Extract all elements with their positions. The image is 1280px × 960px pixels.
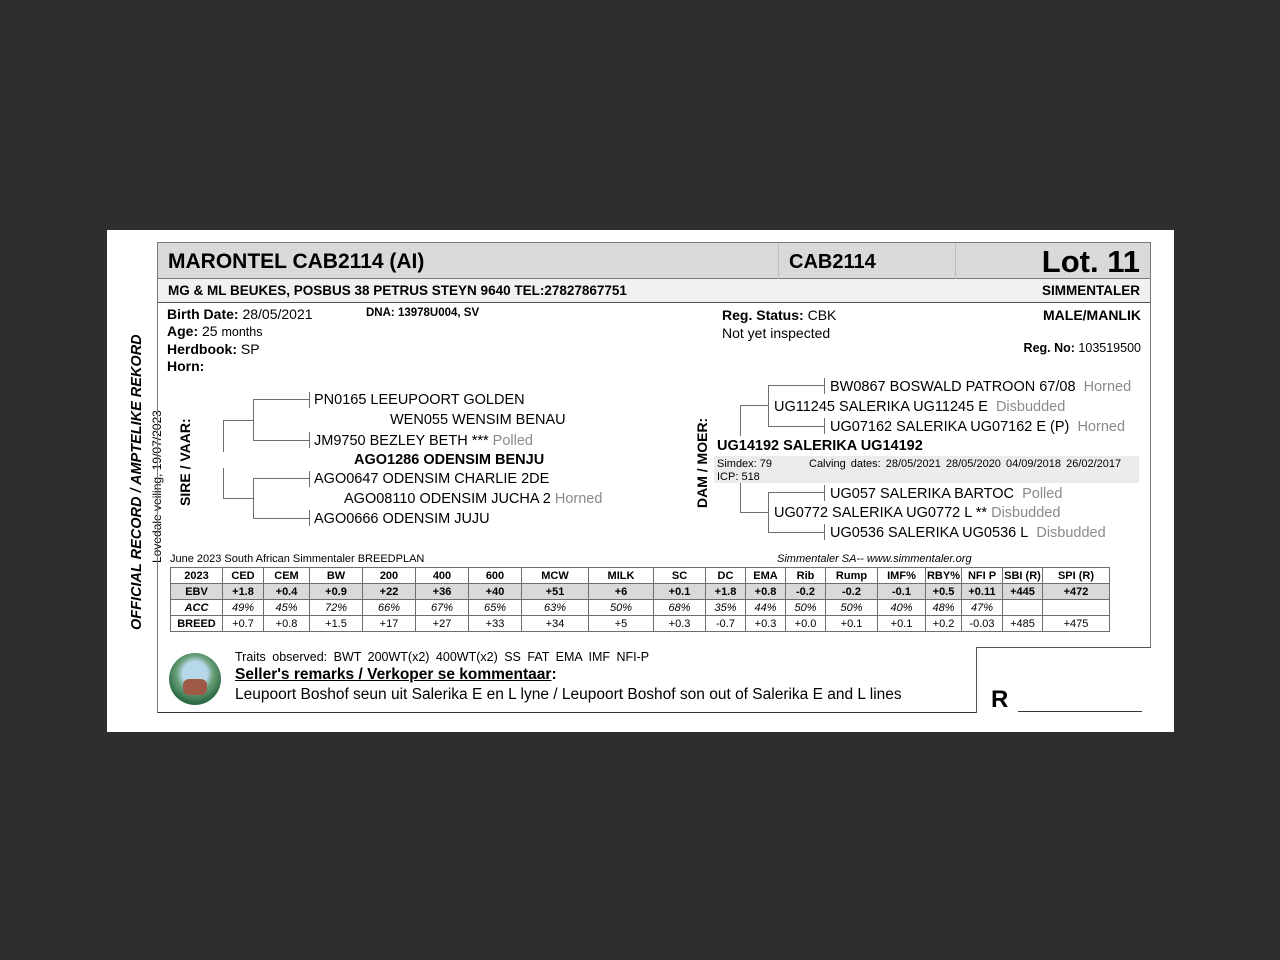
divider	[778, 243, 779, 279]
reg-number	[1024, 341, 1141, 355]
pedigree-line	[253, 440, 309, 441]
icp-value: ICP: 518	[717, 471, 760, 483]
sire-sire-dam: JM9750 BEZLEY BETH ***	[314, 433, 489, 449]
currency-label: R	[991, 686, 1009, 713]
table-cell: 50%	[589, 600, 654, 616]
birth-date-value: 28/05/2021	[242, 306, 313, 322]
header-cell: CEM	[264, 568, 310, 584]
herdbook-value: SP	[240, 341, 260, 357]
table-cell: +0.2	[926, 616, 962, 632]
horn-label: Horn:	[167, 358, 205, 374]
pedigree-line	[253, 399, 254, 441]
horn-row	[167, 358, 313, 375]
owner-details: MG & ML BEUKES, POSBUS 38 PETRUS STEYN 9640 TEL:27827867751	[168, 283, 627, 298]
sire-dam-row	[344, 491, 602, 507]
age-row	[167, 323, 313, 341]
horn-status: Disbudded	[995, 399, 1066, 415]
pedigree-line	[740, 405, 768, 406]
header-cell: MILK	[589, 568, 654, 584]
dam-dam-sire: UG057 SALERIKA BARTOC	[830, 486, 1015, 502]
table-cell: +33	[469, 616, 522, 632]
table-cell: +40	[469, 584, 522, 600]
remarks-section	[157, 647, 977, 713]
horn-status: Polled	[492, 433, 533, 449]
herdbook-label: Herdbook:	[167, 341, 237, 357]
table-cell: +27	[416, 616, 469, 632]
age-value: 25	[202, 323, 218, 339]
table-cell: ACC	[171, 600, 223, 616]
auction-venue-date: Lovedale veiling, 19/07/2023	[150, 410, 164, 563]
remarks-colon: :	[551, 666, 557, 683]
horn-status: Disbudded	[991, 505, 1061, 521]
table-cell: +6	[589, 584, 654, 600]
sire-dam-sire: AGO0647 ODENSIM CHARLIE 2DE	[314, 471, 550, 487]
society-logo-icon	[169, 653, 221, 705]
table-cell: +0.1	[654, 584, 706, 600]
traits-observed: Traits observed: BWT 200WT(x2) 400WT(x2) SS FAT EMA IMF NFI-P	[235, 650, 650, 664]
birth-date-label: Birth Date:	[167, 306, 239, 322]
pedigree-line	[309, 432, 310, 448]
pedigree-line	[768, 492, 824, 493]
table-cell: BREED	[171, 616, 223, 632]
dam-sire-dam-row	[830, 419, 1125, 435]
header-cell: SC	[654, 568, 706, 584]
table-cell: +445	[1003, 584, 1043, 600]
pedigree-line	[824, 378, 825, 394]
lot-frame	[157, 242, 1151, 712]
pedigree-line	[223, 468, 224, 499]
table-cell: 40%	[878, 600, 926, 616]
table-cell: +36	[416, 584, 469, 600]
table-cell: +475	[1043, 616, 1110, 632]
table-cell: +0.3	[654, 616, 706, 632]
registration-status	[722, 306, 836, 342]
dam-sire-row	[774, 399, 1065, 415]
pedigree-line	[253, 478, 254, 519]
table-cell	[1003, 600, 1043, 616]
horn-status: Horned	[1083, 379, 1132, 395]
table-cell: 47%	[962, 600, 1003, 616]
lot-number: Lot. 11	[1041, 244, 1140, 279]
pedigree-line	[740, 483, 741, 513]
pedigree-line	[309, 471, 310, 487]
table-cell: 35%	[706, 600, 746, 616]
dam-dam-dam: UG0536 SALERIKA UG0536 L	[830, 525, 1029, 541]
table-cell: +22	[363, 584, 416, 600]
table-cell: 66%	[363, 600, 416, 616]
dam-sire-sire-row	[830, 379, 1131, 395]
table-row-ebv	[171, 584, 1110, 600]
pedigree-line	[740, 512, 768, 513]
price-field[interactable]	[1018, 711, 1142, 712]
header-cell: 2023	[171, 568, 223, 584]
header-cell: 200	[363, 568, 416, 584]
sire-dam: AGO08110 ODENSIM JUCHA 2	[344, 491, 551, 507]
table-cell: +0.5	[926, 584, 962, 600]
table-cell: +485	[1003, 616, 1043, 632]
table-cell: +1.5	[310, 616, 363, 632]
horn-status: Horned	[554, 491, 603, 507]
table-cell: +0.1	[878, 616, 926, 632]
table-cell: 50%	[786, 600, 826, 616]
table-cell: +0.9	[310, 584, 363, 600]
header-cell: EMA	[746, 568, 786, 584]
table-cell: +17	[363, 616, 416, 632]
table-cell: -0.2	[826, 584, 878, 600]
horn-status: Polled	[1022, 486, 1063, 502]
header-cell: DC	[706, 568, 746, 584]
pedigree-line	[309, 510, 310, 526]
table-cell: 72%	[310, 600, 363, 616]
sire-dam-dam: AGO0666 ODENSIM JUJU	[314, 511, 490, 527]
dam-dam-dam-row	[830, 525, 1106, 541]
age-unit: months	[221, 325, 263, 339]
dam-indexes	[717, 458, 772, 484]
table-cell: -0.2	[786, 584, 826, 600]
pedigree-line	[253, 399, 309, 400]
pedigree-line	[824, 524, 825, 540]
herdbook-row	[167, 341, 313, 358]
pedigree-line	[824, 418, 825, 434]
sire-sire: WEN055 WENSIM BENAU	[390, 412, 566, 428]
header-cell: CED	[223, 568, 264, 584]
table-row-breed	[171, 616, 1110, 632]
pedigree-line	[253, 518, 309, 519]
breedplan-table	[170, 567, 1110, 632]
breed-label: SIMMENTALER	[1042, 283, 1140, 298]
pedigree-line	[768, 385, 769, 427]
lot-card	[107, 230, 1174, 732]
reg-no-label: Reg. No:	[1023, 341, 1075, 355]
table-cell: 45%	[264, 600, 310, 616]
owner-bar	[157, 279, 1151, 303]
table-cell: +34	[522, 616, 589, 632]
table-cell: +1.8	[706, 584, 746, 600]
table-header-row	[171, 568, 1110, 584]
sire-name: AGO1286 ODENSIM BENJU	[354, 452, 545, 468]
table-cell: +1.8	[223, 584, 264, 600]
pedigree-line	[768, 426, 824, 427]
calving-dates: Calving dates: 28/05/2021 28/05/2020 04/09/2018 26/02/2017	[809, 458, 1122, 470]
sire-sire-dam-row	[314, 433, 533, 449]
table-cell: +0.8	[264, 616, 310, 632]
pedigree-line	[768, 492, 769, 533]
pedigree-line	[740, 405, 741, 436]
table-cell: +0.0	[786, 616, 826, 632]
table-cell: +0.8	[746, 584, 786, 600]
horn-status: Horned	[1077, 419, 1126, 435]
pedigree-line	[768, 532, 824, 533]
breedplan-site: Simmentaler SA-- www.simmentaler.org	[777, 553, 972, 565]
remarks-heading: Seller's remarks / Verkoper se kommentaar	[235, 666, 552, 683]
header-cell: Rib	[786, 568, 826, 584]
header-cell: SPI (R)	[1043, 568, 1110, 584]
dam-performance-band	[714, 456, 1139, 483]
sire-label: SIRE / VAAR:	[177, 418, 193, 506]
age-label: Age:	[167, 323, 199, 339]
table-cell: +5	[589, 616, 654, 632]
reg-status-value: CBK	[807, 307, 837, 323]
table-row-acc	[171, 600, 1110, 616]
pedigree-line	[253, 478, 309, 479]
table-cell: +472	[1043, 584, 1110, 600]
table-cell: EBV	[171, 584, 223, 600]
pedigree-line	[223, 420, 253, 421]
table-cell: -0.03	[962, 616, 1003, 632]
horn-status: Disbudded	[1036, 525, 1106, 541]
side-caption	[117, 320, 164, 640]
pedigree-line	[309, 392, 310, 408]
seller-remarks: Leupoort Boshof seun uit Salerika E en L lyne / Leupoort Boshof son out of Salerika E and L lines	[235, 686, 902, 703]
header-cell: Rump	[826, 568, 878, 584]
table-cell: 63%	[522, 600, 589, 616]
dam-label: DAM / MOER:	[694, 417, 710, 508]
breedplan-caption: June 2023 South African Simmentaler BREEDPLAN	[170, 553, 425, 565]
table-cell: 49%	[223, 600, 264, 616]
table-cell: 44%	[746, 600, 786, 616]
header-cell: NFI P	[962, 568, 1003, 584]
header-cell: MCW	[522, 568, 589, 584]
table-cell: +51	[522, 584, 589, 600]
header-cell: SBI (R)	[1004, 569, 1041, 582]
header-cell: 600	[469, 568, 522, 584]
table-cell: -0.7	[706, 616, 746, 632]
title-bar	[157, 242, 1151, 279]
dam-dam: UG0772 SALERIKA UG0772 L **	[774, 505, 988, 521]
animal-name: MARONTEL CAB2114 (AI)	[168, 250, 425, 273]
table-cell: -0.1	[878, 584, 926, 600]
dam-sire-dam: UG07162 SALERIKA UG07162 E (P)	[830, 419, 1070, 435]
official-record-label: OFFICIAL RECORD / AMPTELIKE REKORD	[129, 334, 145, 630]
sex-label: MALE/MANLIK	[1043, 307, 1141, 323]
simdex-value: Simdex: 79	[717, 458, 773, 470]
table-cell: 67%	[416, 600, 469, 616]
reg-status-label: Reg. Status:	[722, 307, 804, 323]
table-cell: +0.1	[826, 616, 878, 632]
pedigree-line	[824, 485, 825, 501]
remarks-heading-row	[235, 666, 557, 684]
table-cell: 68%	[654, 600, 706, 616]
table-cell: +0.7	[223, 616, 264, 632]
header-cell: IMF%	[878, 568, 926, 584]
reg-no-value: 103519500	[1078, 341, 1141, 355]
dam-name: UG14192 SALERIKA UG14192	[717, 438, 923, 454]
animal-info	[167, 306, 313, 375]
table-cell: 65%	[469, 600, 522, 616]
dam-sire-sire: BW0867 BOSWALD PATROON 67/08	[830, 379, 1076, 395]
dam-dam-row	[774, 505, 1060, 521]
divider	[955, 243, 956, 279]
price-box	[976, 647, 1151, 713]
header-cell: RBY%	[926, 569, 960, 582]
birth-date-row	[167, 306, 313, 323]
dam-sire: UG11245 SALERIKA UG11245 E	[774, 399, 988, 415]
table-cell: +0.3	[746, 616, 786, 632]
sire-sire-sire: PN0165 LEEUPOORT GOLDEN	[314, 392, 525, 408]
table-cell: 48%	[926, 600, 962, 616]
inspection-status: Not yet inspected	[722, 325, 831, 341]
table-cell	[1043, 600, 1110, 616]
dna-info: DNA: 13978U004, SV	[366, 307, 480, 319]
animal-id: CAB2114	[789, 251, 876, 273]
table-cell: +0.11	[962, 584, 1003, 600]
pedigree-line	[768, 385, 824, 386]
dam-dam-sire-row	[830, 486, 1062, 502]
header-cell: 400	[416, 568, 469, 584]
table-cell: +0.4	[264, 584, 310, 600]
table-cell: 50%	[826, 600, 878, 616]
header-cell: BW	[310, 568, 363, 584]
pedigree-line	[223, 498, 253, 499]
pedigree-line	[223, 420, 224, 452]
